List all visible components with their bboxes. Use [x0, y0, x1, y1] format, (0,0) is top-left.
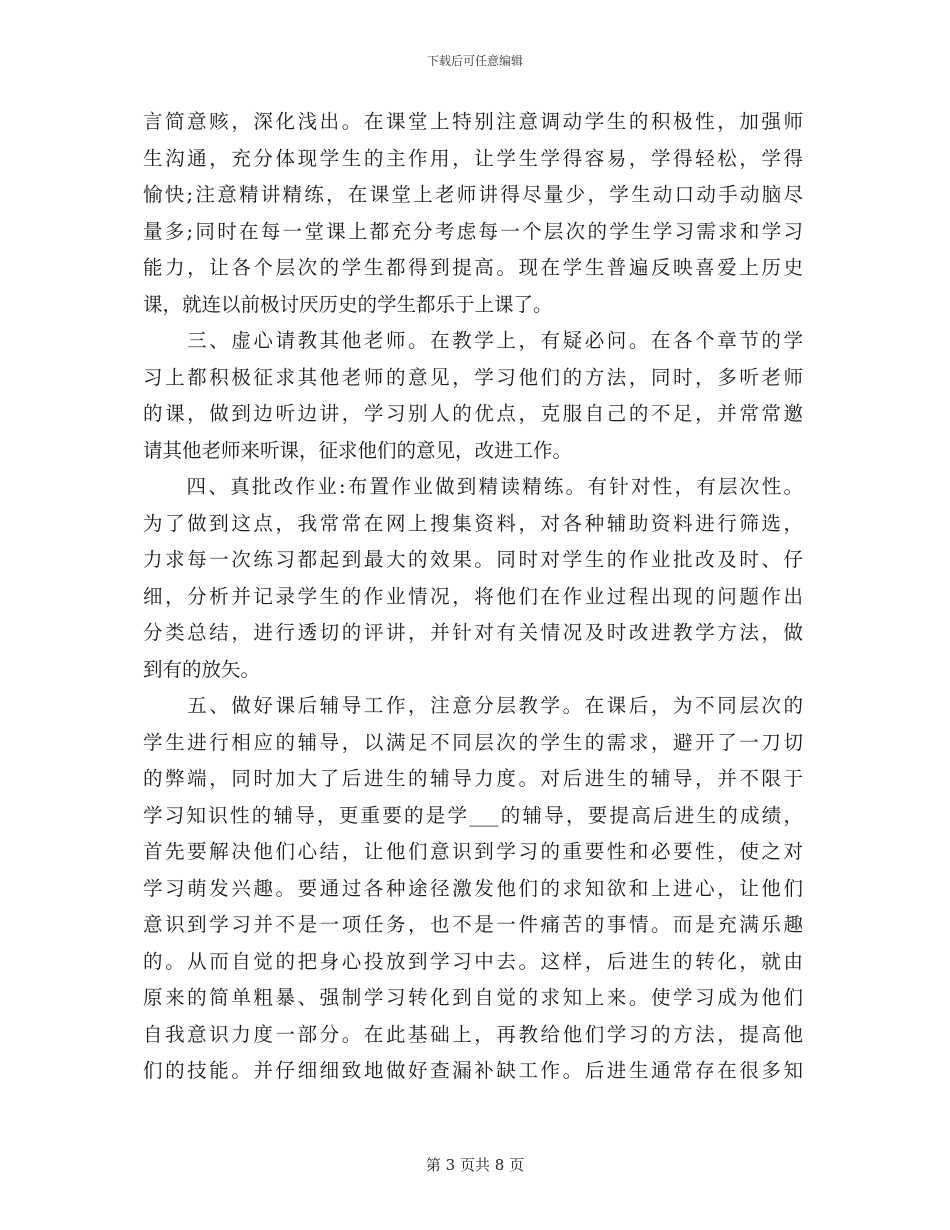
body-text: [143, 104, 803, 1090]
text-line: 首先要解决他们心结，让他们意识到学习的重要性和必要性，使之对: [143, 840, 803, 863]
text-line: 四、真批改作业:布置作业做到精读精练。有针对性，有层次性。: [143, 475, 803, 498]
text-line: 学习萌发兴趣。要通过各种途径激发他们的求知欲和上进心，让他们: [143, 876, 803, 900]
text-line: 量多;同时在每一堂课上都充分考虑每一个层次的学生学习需求和学习: [143, 219, 803, 243]
text-line: 们的技能。并仔细细致地做好查漏补缺工作。后进生通常存在很多知: [143, 1059, 803, 1082]
text-line: 学习知识性的辅导，更重要的是学___的辅导，要提高后进生的成绩，: [143, 803, 803, 827]
page-footer: 第 3 页共 8 页: [425, 1156, 525, 1174]
text-line: 习上都积极征求其他老师的意见，学习他们的方法，同时，多听老师: [143, 365, 803, 389]
text-line: 力求每一次练习都起到最大的效果。同时对学生的作业批改及时、仔: [143, 548, 803, 571]
text-line: 细，分析并记录学生的作业情况，将他们在作业过程出现的问题作出: [143, 584, 803, 608]
text-line: 的弊端，同时加大了后进生的辅导力度。对后进生的辅导，并不限于: [143, 767, 803, 790]
text-line: 的课，做到边听边讲，学习别人的优点，克服自己的不足，并常常邀: [143, 402, 803, 425]
text-line: 分类总结，进行透切的评讲，并针对有关情况及时改进教学方法，做: [143, 621, 803, 644]
text-line: 的。从而自觉的把身心投放到学习中去。这样，后进生的转化，就由: [143, 949, 803, 973]
text-line: 学生进行相应的辅导，以满足不同层次的学生的需求，避开了一刀切: [143, 730, 803, 754]
text-line: 原来的简单粗暴、强制学习转化到自觉的求知上来。使学习成为他们: [143, 986, 803, 1009]
text-line: 请其他老师来听课，征求他们的意见，改进工作。: [143, 438, 573, 462]
text-line: 言简意赅，深化浅出。在课堂上特别注意调动学生的积极性，加强师: [143, 110, 803, 133]
text-line: 能力，让各个层次的学生都得到提高。现在学生普遍反映喜爱上历史: [143, 256, 803, 279]
text-line: 愉快;注意精讲精练，在课堂上老师讲得尽量少，学生动口动手动脑尽: [143, 183, 803, 206]
text-line: 为了做到这点，我常常在网上搜集资料，对各种辅助资料进行筛选，: [143, 511, 803, 535]
page-header: 下载后可任意编辑: [426, 54, 523, 68]
text-line: 五、做好课后辅导工作，注意分层教学。在课后，为不同层次的: [143, 694, 803, 717]
text-line: 到有的放矢。: [143, 657, 261, 681]
text-line: 意识到学习并不是一项任务，也不是一件痛苦的事情。而是充满乐趣: [143, 913, 803, 936]
text-line: 三、虚心请教其他老师。在教学上，有疑必问。在各个章节的学: [143, 329, 803, 352]
text-line: 自我意识力度一部分。在此基础上，再教给他们学习的方法，提高他: [143, 1022, 803, 1046]
text-line: 生沟通，充分体现学生的主作用，让学生学得容易，学得轻松，学得: [143, 146, 803, 170]
text-line: 课，就连以前极讨厌历史的学生都乐于上课了。: [143, 292, 553, 316]
